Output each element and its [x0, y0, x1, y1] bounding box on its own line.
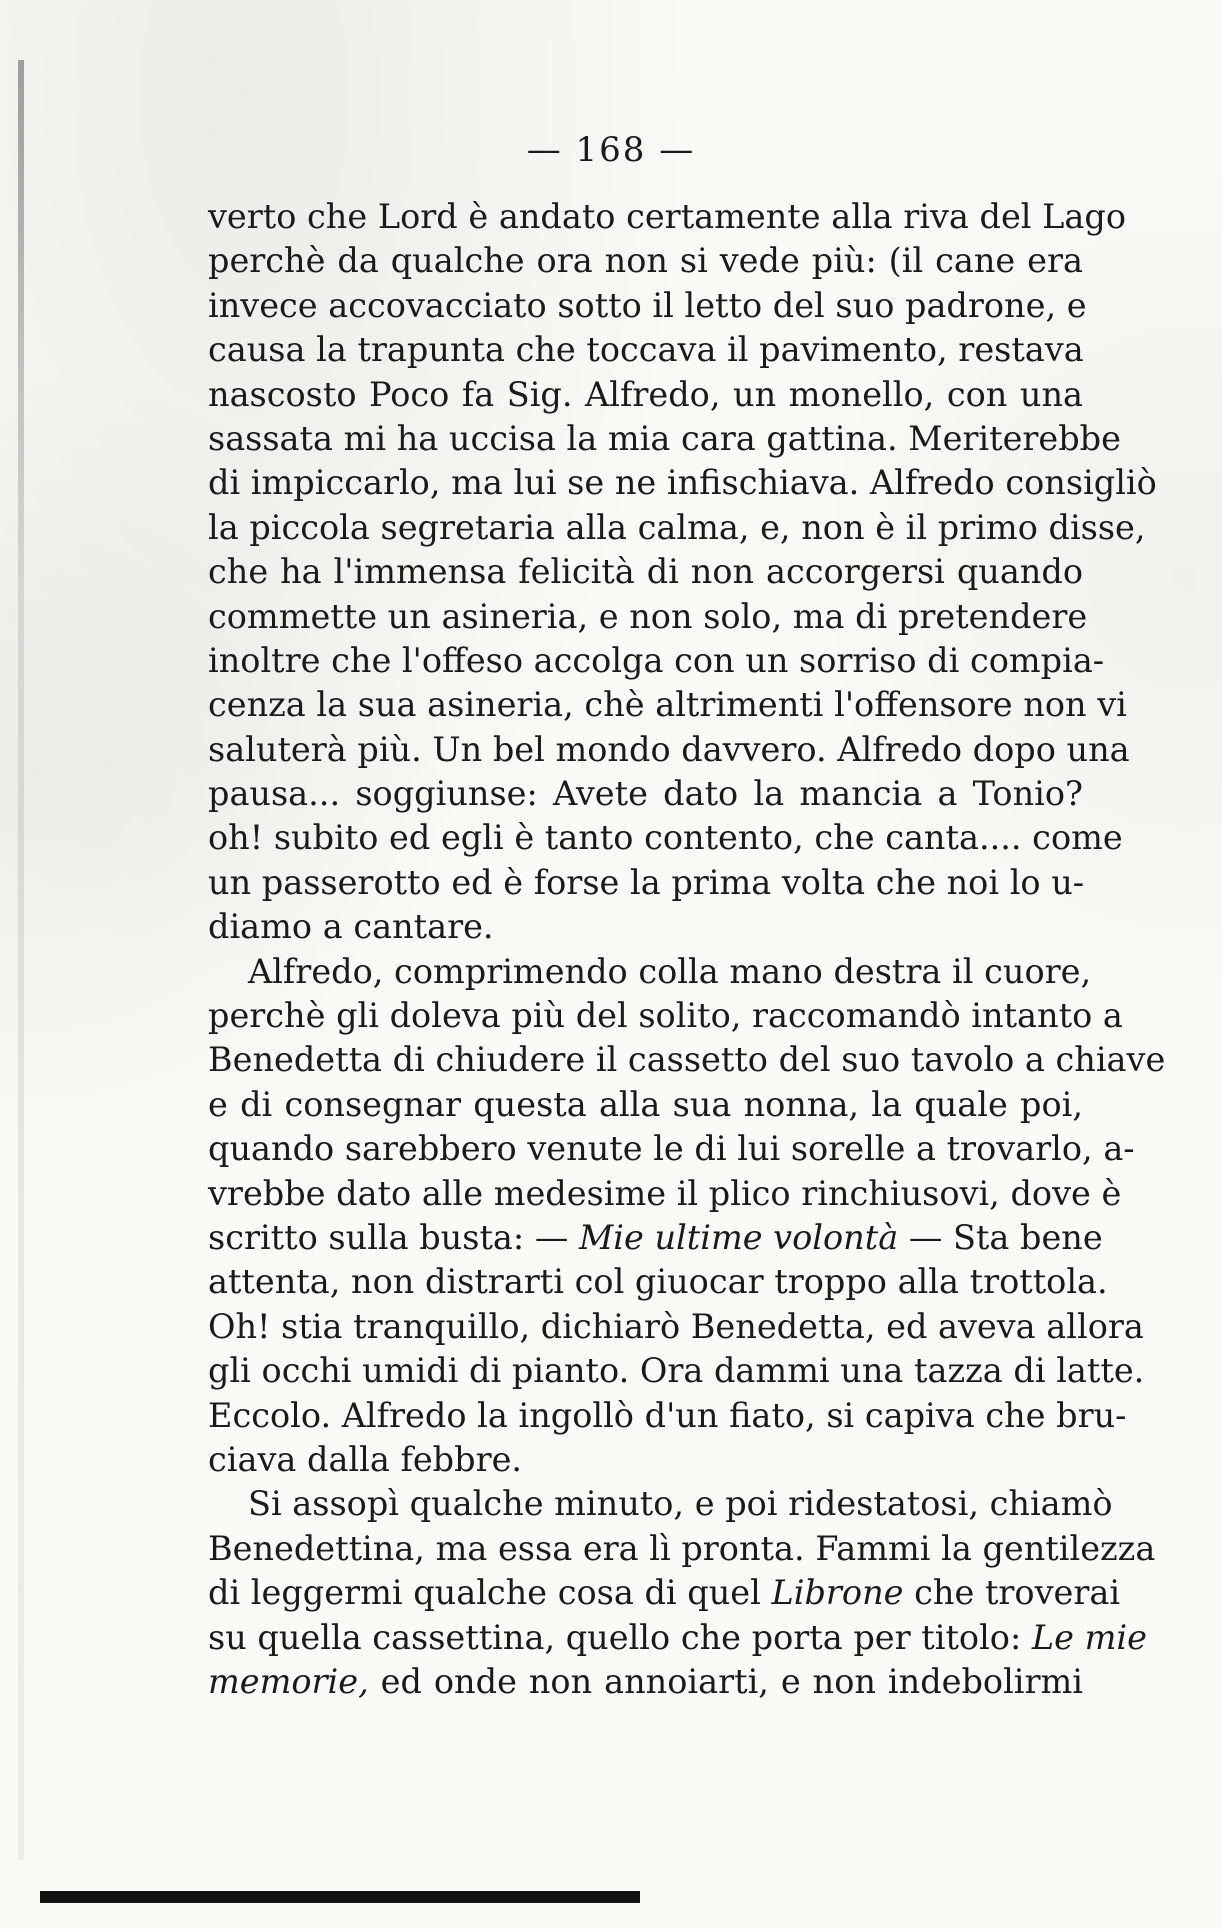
text-line: diamo a cantare.: [208, 907, 494, 947]
italic-title: Mie ultime volontà: [578, 1217, 899, 1257]
text-line: ciava dalla febbre.: [208, 1439, 523, 1479]
text-line: invece accovacciato sotto il letto del suo padrone, e: [208, 285, 1087, 325]
text-line: che ha l'immensa felicità di non accorgersi quando: [208, 552, 1083, 592]
text-line-with-italic: [208, 1216, 1103, 1260]
text-line: perchè gli doleva più del solito, raccomandò intanto a: [208, 996, 1123, 1036]
text-line: e di consegnar questa alla sua nonna, la quale poi,: [208, 1084, 1083, 1124]
text-segment: su quella cassettina, quello che porta per titolo:: [208, 1617, 1032, 1657]
italic-word: Librone: [771, 1573, 904, 1613]
text-line: Oh! stia tranquillo, dichiarò Benedetta, ed aveva allora: [208, 1306, 1144, 1346]
text-line: oh! subito ed egli è tanto contento, che canta.... come: [208, 818, 1123, 858]
text-segment: di leggermi qualche cosa di quel: [208, 1573, 772, 1613]
body-text: [208, 195, 1166, 1704]
page-binding-shadow: [18, 60, 24, 1860]
text-segment: scritto sulla busta: —: [208, 1217, 579, 1257]
scan-edge-bar: [40, 1891, 640, 1903]
text-line: Benedettina, ma essa era lì pronta. Fammi la gentilezza: [208, 1528, 1156, 1568]
text-line-with-italic: [208, 1616, 1147, 1660]
text-segment: che troverai: [903, 1573, 1121, 1613]
text-line: inoltre che l'offeso accolga con un sorriso di compia-: [208, 640, 1105, 680]
text-line: attenta, non distrarti col giuocar troppo alla trottola.: [208, 1262, 1108, 1302]
text-line: pausa... soggiunse: Avete dato la mancia a Tonio?: [208, 774, 1083, 814]
text-line-with-italic: [208, 1571, 1121, 1615]
text-line: la piccola segretaria alla calma, e, non è il primo disse,: [208, 507, 1146, 547]
page-number: — 168 —: [526, 130, 696, 170]
text-line: causa la trapunta che toccava il pavimento, restava: [208, 330, 1084, 370]
text-line: quando sarebbero venute le di lui sorelle a trovarlo, a-: [208, 1129, 1135, 1169]
text-line: Benedetta di chiudere il cassetto del suo tavolo a chiave: [208, 1040, 1166, 1080]
text-segment: — Sta bene: [898, 1217, 1103, 1257]
text-line: nascosto Poco fa Sig. Alfredo, un monello, con una: [208, 374, 1083, 414]
text-segment: ed onde non annoiarti, e non indebolirmi: [368, 1661, 1083, 1701]
text-line: perchè da qualche ora non si vede più: (il cane era: [208, 241, 1083, 281]
text-line: Alfredo, comprimendo colla mano destra il cuore,: [248, 951, 1092, 991]
text-line: un passerotto ed è forse la prima volta che noi lo u-: [208, 862, 1085, 902]
italic-title: memorie,: [208, 1661, 369, 1701]
text-line: verto che Lord è andato certamente alla riva del Lago: [208, 197, 1126, 236]
text-line: sassata mi ha uccisa la mia cara gattina. Meriterebbe: [208, 418, 1121, 458]
text-line-with-italic: [208, 1660, 1083, 1704]
text-line: Si assopì qualche minuto, e poi ridestatosi, chiamò: [248, 1484, 1113, 1524]
text-line: gli occhi umidi di pianto. Ora dammi una tazza di latte.: [208, 1351, 1145, 1391]
text-line: di impiccarlo, ma lui se ne infischiava. Alfredo consigliò: [208, 463, 1157, 503]
text-line: vrebbe dato alle medesime il plico rinchiusovi, dove è: [208, 1173, 1122, 1213]
text-line: Eccolo. Alfredo la ingollò d'un fiato, si capiva che bru-: [208, 1395, 1127, 1435]
text-line: saluterà più. Un bel mondo davvero. Alfredo dopo una: [208, 729, 1130, 769]
italic-title: Le mie: [1031, 1617, 1147, 1657]
text-line: cenza la sua asineria, chè altrimenti l'offensore non vi: [208, 685, 1127, 725]
text-line: commette un asineria, e non solo, ma di pretendere: [208, 596, 1088, 636]
